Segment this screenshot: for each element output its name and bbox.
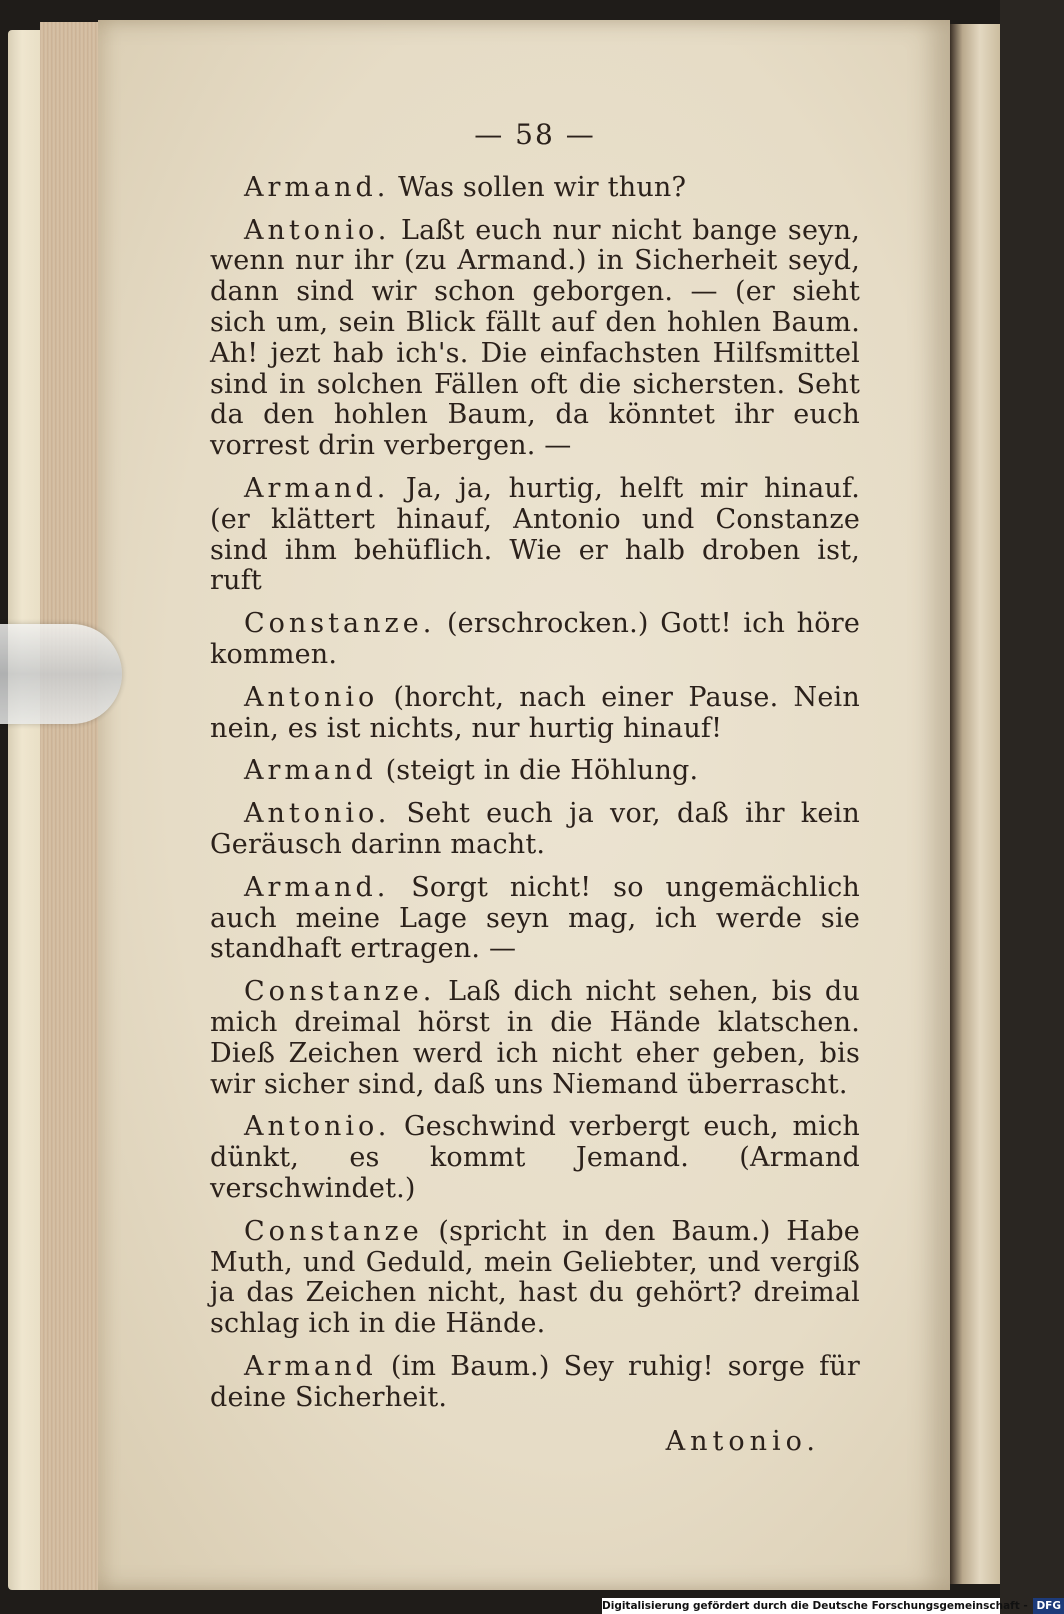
facing-page-edge xyxy=(950,24,1000,1584)
speaker-name: Antonio. xyxy=(244,214,391,246)
speech-text: Seht euch ja vor, daß ihr kein Geräusch darinn macht. xyxy=(210,798,860,860)
page-number: — 58 — xyxy=(474,118,596,151)
speaker-name: Constanze. xyxy=(244,608,436,640)
catchword: Antonio. xyxy=(665,1426,820,1458)
credit-text: Digitalisierung gefördert durch die Deutsche Forschungsgemeinschaft - xyxy=(602,1600,1028,1612)
speech-text: (horcht, nach einer Pause. Nein nein, es ist nichts, nur hurtig hinauf! xyxy=(210,681,860,744)
speaker-name: Antonio. xyxy=(244,798,391,830)
speaker-name: Armand. xyxy=(244,171,390,203)
speech-text: Laß dich nicht sehen, bis du mich dreimal hörst in die Hände klatschen. Dieß Zeichen werd ich nicht eher geben, bis wir sicher sind, daß uns Niemand überrascht. xyxy=(210,976,860,1100)
speech xyxy=(210,1112,860,1204)
speech xyxy=(210,756,860,787)
speaker-name: Antonio. xyxy=(244,1111,391,1143)
dfg-logo: DFG xyxy=(1033,1598,1064,1614)
page-stack-edges xyxy=(40,22,102,1590)
speaker-name: Antonio xyxy=(244,681,379,713)
speech xyxy=(210,1217,860,1340)
speech-text: Ja, ja, hurtig, helft mir hinauf. (er klättert hinauf, Antonio und Constanze sind ihm behüflich. Wie er halb droben ist, ruft xyxy=(210,472,860,597)
speech-text: (erschrocken.) Gott! ich höre kommen. xyxy=(210,608,860,670)
speech-text: Sorgt nicht! so ungemächlich auch meine Lage seyn mag, ich werde sie standhaft ertragen. — xyxy=(210,871,860,965)
speech-text: Was sollen wir thun? xyxy=(398,171,687,203)
speech xyxy=(210,173,860,204)
speech xyxy=(210,873,860,965)
speaker-name: Armand xyxy=(244,755,377,787)
page-clip xyxy=(0,624,122,724)
digitization-credit xyxy=(602,1598,1061,1614)
speaker-name: Armand. xyxy=(244,871,390,903)
speaker-name: Armand xyxy=(244,1350,377,1382)
speaker-name: Constanze. xyxy=(244,976,436,1008)
speech xyxy=(210,799,860,861)
page-text xyxy=(210,120,860,1458)
speech-text: (im Baum.) Sey ruhig! sorge für deine Sicherheit. xyxy=(210,1350,860,1413)
dialogue xyxy=(210,173,860,1414)
speech xyxy=(210,609,860,671)
speech xyxy=(210,683,860,745)
speech-text: Geschwind verbergt euch, mich dünkt, es kommt Jemand. (Armand verschwindet.) xyxy=(210,1111,860,1204)
speech-text: Laßt euch nur nicht bange seyn, wenn nur ihr (zu Armand.) in Sicherheit seyd, dann sind wir schon geborgen. — (er sieht sich um, sein Blick fällt auf den hohlen Baum. Ah! jezt hab ich's. Die einfachsten Hilfsmittel sind in solchen Fällen oft die sichersten. Seht da den hohlen Baum, da könntet ihr euch vorrest drin verbergen. — xyxy=(210,214,860,462)
speech-text: (steigt in die Höhlung. xyxy=(385,755,699,787)
speech xyxy=(210,1352,860,1414)
speech xyxy=(210,977,860,1100)
speech xyxy=(210,216,860,462)
speaker-name: Armand. xyxy=(244,472,390,504)
speaker-name: Constanze xyxy=(244,1215,423,1247)
speech-text: (spricht in den Baum.) Habe Muth, und Geduld, mein Geliebter, und vergiß ja das Zeichen nicht, hast du gehört? dreimal schlag ich in die Hände. xyxy=(210,1215,860,1340)
speech xyxy=(210,474,860,597)
